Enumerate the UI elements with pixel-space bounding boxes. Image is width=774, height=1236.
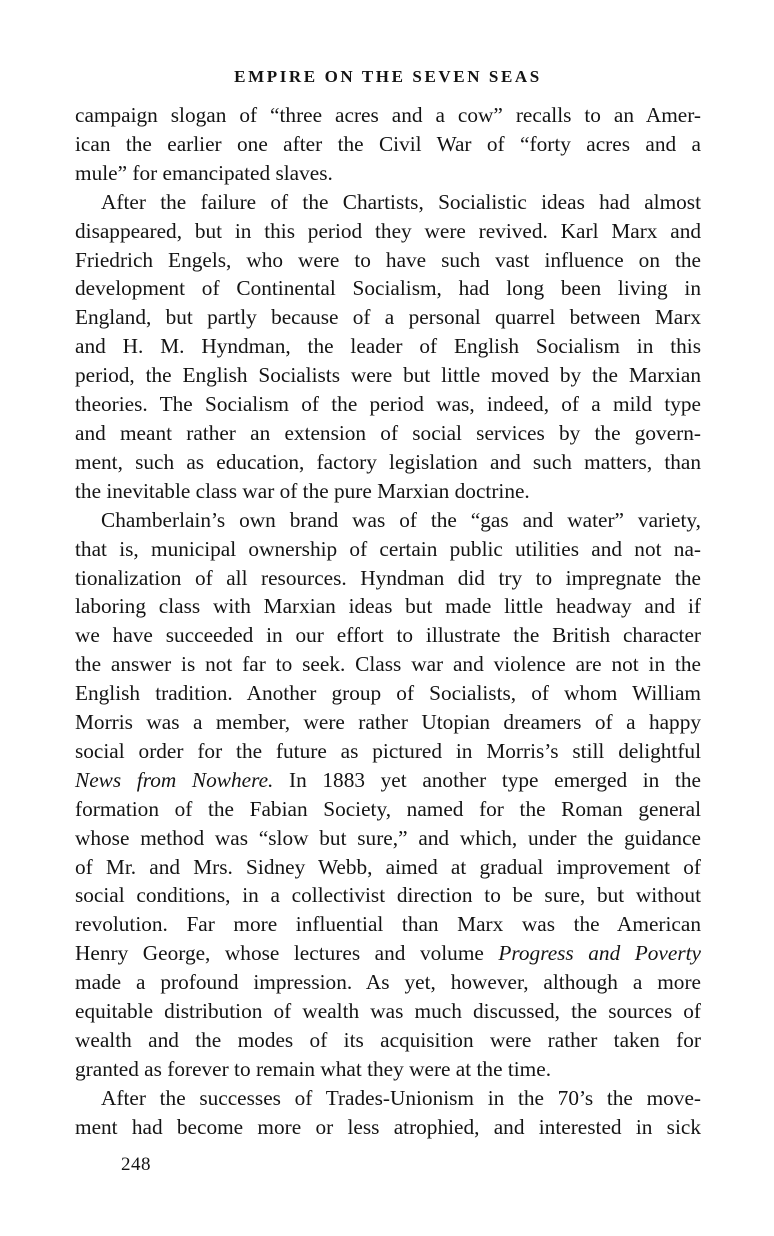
text-line: theories. The Socialism of the period was, indeed, of a mild type <box>75 392 701 417</box>
text-line: After the failure of the Chartists, Socialistic ideas had almost <box>101 189 701 214</box>
text-line: the inevitable class war of the pure Marxian doctrine. <box>75 478 530 503</box>
text-line: the answer is not far to seek. Class war and violence are not in the <box>75 652 701 677</box>
text-line: Chamberlain’s own brand was of the “gas and water” variety, <box>101 507 701 532</box>
text-line: of Mr. and Mrs. Sidney Webb, aimed at gradual improvement of <box>75 854 701 879</box>
text-line: England, but partly because of a personal quarrel between Marx <box>75 305 701 330</box>
text-line: wealth and the modes of its acquisition were rather taken for <box>75 1028 701 1052</box>
text-line: social order for the future as pictured in Morris’s still delightful <box>75 738 701 763</box>
text-line: disappeared, but in this period they were revived. Karl Marx and <box>75 218 701 243</box>
text-line: ment, such as education, factory legislation and such matters, than <box>75 449 701 474</box>
page-number: 248 <box>121 1154 151 1175</box>
text-line: whose method was “slow but sure,” and which, under the guidance <box>75 825 701 850</box>
text-line: revolution. Far more influential than Marx was the American <box>75 912 701 937</box>
text-line: social conditions, in a collectivist direction to be sure, but without <box>75 883 701 908</box>
book-page <box>75 62 701 1142</box>
text-line: tionalization of all resources. Hyndman did try to impregnate the <box>75 565 701 590</box>
text-line: English tradition. Another group of Socialists, of whom William <box>75 681 701 706</box>
text-line: formation of the Fabian Society, named for the Roman general <box>75 796 701 821</box>
text-line: period, the English Socialists were but little moved by the Marxian <box>75 363 701 388</box>
text-line: After the successes of Trades-Unionism in the 70’s the move- <box>101 1085 701 1110</box>
text-line: Morris was a member, were rather Utopian dreamers of a happy <box>75 710 701 735</box>
text-line: campaign slogan of “three acres and a cow” recalls to an Amer- <box>75 103 701 127</box>
text-line: made a profound impression. As yet, however, although a more <box>75 970 701 995</box>
text-line-with-title <box>75 766 701 795</box>
text-line-with-title <box>75 939 701 968</box>
running-head: EMPIRE ON THE SEVEN SEAS <box>234 67 542 86</box>
text-line: Friedrich Engels, who were to have such vast influence on the <box>75 247 701 272</box>
text-line: ican the earlier one after the Civil War of “forty acres and a <box>75 131 701 156</box>
book-title-progress-and-poverty: Progress and Poverty <box>498 941 701 966</box>
text-line: and meant rather an extension of social services by the govern- <box>75 420 701 445</box>
text-fragment: In 1883 yet another type emerged in the <box>273 767 701 792</box>
text-line: mule” for emancipated slaves. <box>75 160 333 185</box>
text-line: laboring class with Marxian ideas but made little headway and if <box>75 594 701 619</box>
body-text <box>75 101 701 1142</box>
text-line: granted as forever to remain what they were at the time. <box>75 1056 552 1081</box>
text-line: development of Continental Socialism, had long been living in <box>75 276 701 301</box>
text-line: and H. M. Hyndman, the leader of English Socialism in this <box>75 334 701 359</box>
text-line: equitable distribution of wealth was much discussed, the sources of <box>75 999 701 1024</box>
text-fragment: Henry George, whose lectures and volume <box>75 941 499 966</box>
book-title-news-from-nowhere: News from Nowhere. <box>75 767 274 792</box>
text-line: we have succeeded in our effort to illustrate the British character <box>75 623 701 648</box>
text-line: that is, municipal ownership of certain public utilities and not na- <box>75 536 701 561</box>
text-line: ment had become more or less atrophied, and interested in sick <box>75 1114 701 1139</box>
